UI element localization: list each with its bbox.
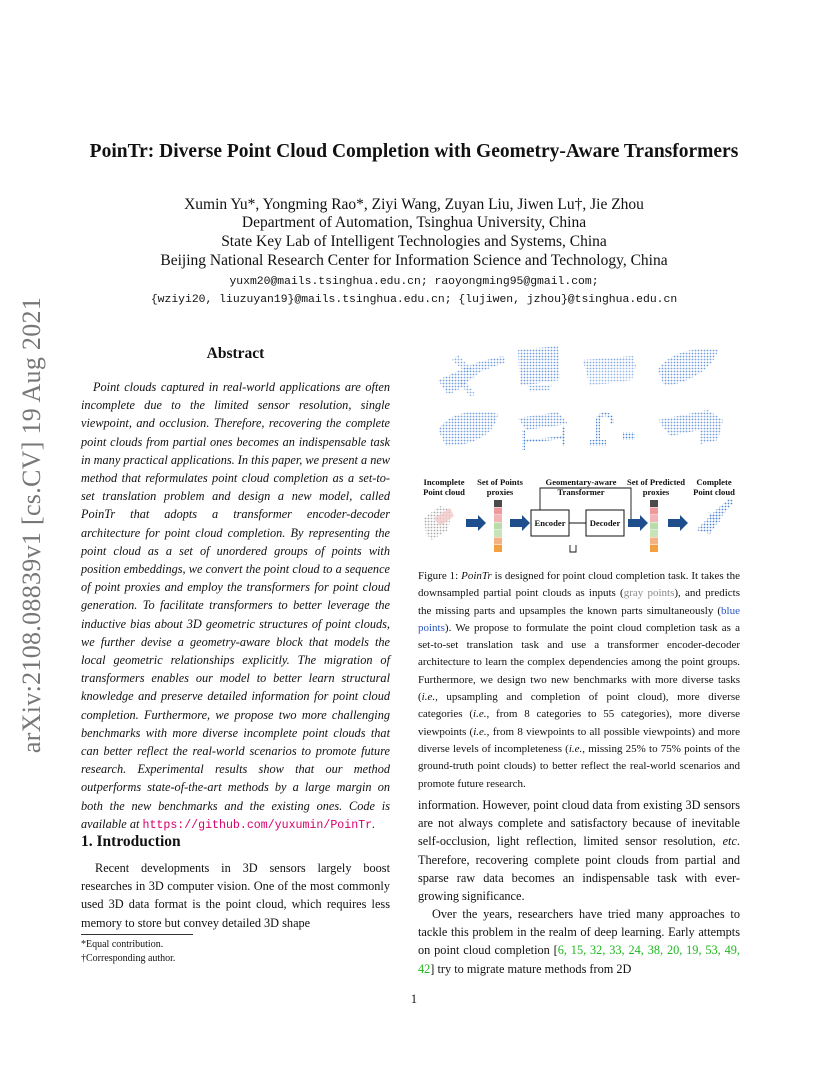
proxy-cell [650, 523, 658, 530]
label-encoder: Encoder [534, 518, 566, 528]
right-p2-text-b: ] try to migrate mature methods from 2D [430, 961, 632, 976]
proxy-cell [494, 515, 502, 522]
intro-heading: 1. Introduction [81, 833, 181, 850]
intro-text: Recent developments in 3D sensors largely boost researches in 3D computer vision. One of the most commonly used 3D data format is the point cloud, which requires less memory to store but convey detailed 3D shape [81, 861, 390, 930]
affiliation-3: Beijing National Research Center for Information Science and Technology, China [160, 252, 668, 269]
output-complete-cloud [696, 498, 734, 534]
caption-text-6: , from 8 viewpoints to all possible viewpoints) and more diverse levels of incompleteness ( [418, 725, 740, 755]
caption-model-name: PoinTr [461, 570, 492, 582]
right-p1-etc: etc [722, 834, 737, 849]
caption-ie-1: i.e. [421, 691, 436, 704]
citation-links[interactable]: 6, 15, 32, 33, 24, 38, 20, 19, 53, 49, 42 [418, 943, 740, 976]
author-list: Xumin Yu*, Yongming Rao*, Ziyi Wang, Zuyan Liu, Jiwen Lu†, Jie Zhou [184, 196, 644, 213]
boat-point-cloud [658, 349, 718, 386]
caption-text-4: , upsampling and completion of point cloud), more diverse categories ( [418, 691, 740, 721]
proxy-cell [494, 538, 502, 545]
proxy-cell [650, 508, 658, 515]
abstract-body [81, 378, 390, 835]
footnote-equal: *Equal contribution. [81, 939, 164, 950]
proxy-cell [650, 530, 658, 537]
car-part-point-cloud [438, 411, 498, 446]
abstract-heading: Abstract [206, 345, 265, 362]
label-complete: Complete Point cloud [693, 477, 735, 497]
caption-ie-3: i.e. [473, 725, 487, 738]
label-predicted: Set of Predicted proxies [626, 477, 686, 497]
caption-text-1: is designed for point cloud completion task. It takes the downsampled partial point clouds as inputs ( [418, 570, 740, 600]
figure-1-graphic [418, 340, 740, 565]
proxy-cell [494, 523, 502, 530]
label-transformer: Geomentary-aware Transformer [545, 477, 617, 497]
monitor-point-cloud [518, 346, 560, 392]
abstract-text: Point clouds captured in real-world applications are often incomplete due to the limited sensor resolution, single viewpoint, and occlusion. Therefore, recovering the complete point clouds from partial ones becomes an indispensable task in many practical applications. In this paper, we present a new method that reformulates point cloud completion as a set-to-set translation problem and design a new model, called PoinTr that adopts a transformer encoder-decoder architecture for point cloud completion. By representing the point cloud as a set of unordered groups of points with position embeddings, we convert the point cloud to a sequence of point proxies and employ the transformers for point cloud generation. To facilitate transformers to better leverage the inductive bias about 3D geometric structures of point clouds, we further devise a geometry-aware block that models the local geometric relationships explicitly. The migration of transformers enables our model to better learn structural knowledge and preserve detailed information for point cloud completion. Furthermore, we propose two more challenging benchmarks with more diverse incomplete point clouds that can better reflect the real-world scenarios to promote future research. Experimental results show that our method outperforms state-of-the-art methods by a large margin on both the new benchmarks and the existing ones. Code is available at [81, 380, 390, 831]
table-point-cloud [518, 412, 568, 450]
caption-text-2: ), and predicts the missing parts and upsamples the known parts simultaneously ( [418, 587, 740, 617]
faucet-point-cloud [590, 413, 635, 447]
code-link[interactable]: https://github.com/yuxumin/PoinTr [142, 818, 373, 832]
page-number: 1 [410, 992, 418, 1006]
caption-text-5: , from 8 categories to 55 categories), more diverse viewpoints ( [418, 708, 740, 738]
caption-gray-points: gray points [623, 587, 675, 600]
proxy-cell [650, 500, 658, 507]
proxy-set-input [494, 500, 502, 552]
email-line-2: {wziyi20, liuzuyan19}@mails.tsinghua.edu.cn; {lujiwen, jzhou}@tsinghua.edu.cn [150, 294, 678, 306]
arrow-4 [668, 515, 688, 531]
caption-text-3: ). We propose to formulate the point cloud completion task as a set-to-set translation task and use a transformer encoder-decoder architecture to learn the complex dependencies among the point groups. Furthermore, we design two new benchmarks with more diverse tasks ( [418, 621, 740, 704]
right-paragraph-2 [418, 905, 740, 978]
proxy-set-output [650, 500, 658, 552]
affiliation-2: State Key Lab of Intelligent Technologies and Systems, China [221, 233, 607, 250]
caption-ie-4: i.e. [568, 742, 583, 755]
skip-bracket [570, 545, 576, 552]
label-decoder: Decoder [589, 518, 621, 528]
right-paragraph-1 [418, 796, 740, 905]
caption-label: Figure 1: [418, 570, 459, 582]
paper-title: PoinTr: Diverse Point Cloud Completion with Geometry-Aware Transformers [89, 141, 739, 162]
proxy-cell [650, 538, 658, 545]
airplane-point-cloud [438, 355, 506, 396]
label-incomplete: Incomplete Point cloud [423, 477, 465, 497]
abstract-end: . [372, 816, 376, 831]
proxy-cell [494, 545, 502, 552]
affiliation-1: Department of Automation, Tsinghua University, China [241, 214, 587, 231]
label-proxies: Set of Points proxies [477, 477, 523, 497]
figure-1-caption [418, 568, 740, 793]
arrow-1 [466, 515, 486, 531]
sofa-point-cloud [658, 410, 723, 444]
right-p1-text-a: information. However, point cloud data from existing 3D sensors are not always complete and satisfactory because of inevitable self-occlusion, light reflection, limited sensor resolution, [418, 798, 740, 849]
arxiv-id: arXiv:2108.08839v1 [cs.CV] 19 Aug 2021 [17, 296, 46, 754]
proxy-cell [494, 508, 502, 515]
caption-ie-2: i.e. [473, 708, 487, 721]
proxy-cell [494, 500, 502, 507]
caption-text-7: , missing 25% to 75% points of the ground-truth point clouds) to better reflect the real-world scenarios and promote future research. [418, 742, 740, 790]
input-partial-cloud [424, 506, 454, 540]
proxy-cell [650, 515, 658, 522]
footnote-corresponding: †Corresponding author. [81, 953, 176, 964]
proxy-cell [494, 530, 502, 537]
footnote-rule [81, 934, 193, 935]
caption-blue-points: blue points [418, 604, 740, 634]
right-p2-text-a: Over the years, researchers have tried many approaches to tackle this problem in the realm of deep learning. Early attempts on point cloud completion [ [418, 907, 740, 958]
email-line-1: yuxm20@mails.tsinghua.edu.cn; raoyongming95@gmail.com; [229, 276, 599, 288]
proxy-cell [650, 545, 658, 552]
bench-point-cloud [583, 356, 636, 386]
arrow-2 [510, 515, 530, 531]
arxiv-sidebar-stamp [12, 285, 52, 765]
figure-1 [418, 340, 740, 565]
right-p1-text-b: . Therefore, recovering complete point clouds from partial and sparse raw data becomes an indispensable task with ever-growing significance. [418, 834, 740, 904]
